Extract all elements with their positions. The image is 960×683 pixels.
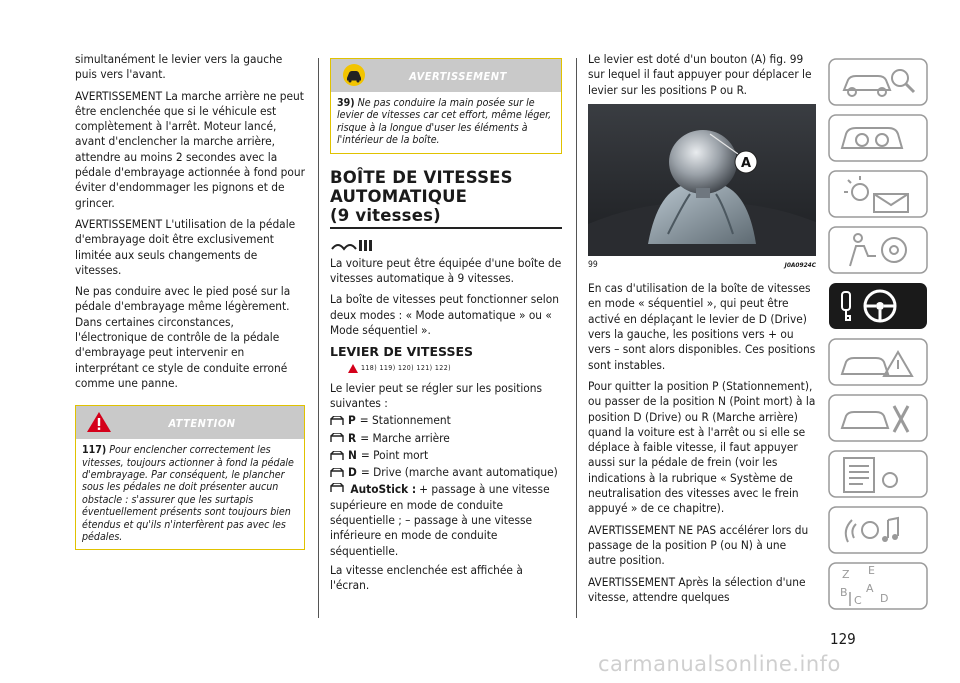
column-divider bbox=[318, 58, 319, 618]
specs-icon bbox=[828, 450, 928, 498]
gear-text: = Marche arrière bbox=[360, 430, 450, 445]
attention-title: ATTENTION bbox=[168, 417, 236, 431]
tab-warning[interactable] bbox=[828, 338, 928, 386]
gear-lever-illustration bbox=[588, 104, 816, 256]
heading-line-2: AUTOMATIQUE bbox=[330, 186, 468, 206]
svg-text:Z: Z bbox=[842, 568, 850, 581]
paragraph: Le levier est doté d'un bouton (A) fig. 99 sur lequel il faut appuyer pour déplacer le levier sur les positions P ou R. bbox=[588, 52, 812, 97]
avertissement-box bbox=[330, 58, 562, 154]
heading-rule bbox=[330, 227, 562, 229]
column-2 bbox=[330, 52, 562, 600]
gear-key: N bbox=[348, 447, 357, 462]
gear-key: D bbox=[348, 465, 357, 480]
figure-caption bbox=[588, 258, 816, 273]
attention-header bbox=[76, 406, 304, 439]
photo-label-a: A bbox=[740, 155, 752, 171]
tab-driving[interactable] bbox=[828, 282, 928, 330]
refs-text: 118) 119) 120) 121) 122) bbox=[361, 364, 451, 373]
gear-key: R bbox=[348, 430, 357, 445]
figure-number: 99 bbox=[588, 259, 598, 270]
gear-text: = Drive (marche avant automatique) bbox=[360, 465, 558, 480]
safety-icon bbox=[828, 226, 928, 274]
column-3 bbox=[588, 52, 816, 611]
paragraph: La boîte de vitesses peut fonctionner selon deux modes : « Mode automatique » ou « Mode séquentiel ». bbox=[330, 292, 559, 337]
paragraph: Pour quitter la position P (Stationnement), ou passer de la position N (Point mort) à la position D (Drive) ou R (Marche arrière) quand la voiture est à l'arrêt ou si elle se déplace à faible vitesse, il faut appuyer aussi sur la pédale de frein (voir les indications à la rubrique « Système de neutralisation des vitesses avec le frein appuyé » de ce chapitre). bbox=[588, 378, 816, 516]
watermark: carmanualsonline.info bbox=[598, 652, 841, 676]
section-heading bbox=[330, 168, 562, 225]
paragraph: La vitesse enclenchée est affichée à l'écran. bbox=[330, 562, 523, 593]
tab-multimedia[interactable] bbox=[828, 506, 928, 554]
gear-item bbox=[330, 465, 562, 480]
avertissement-header bbox=[331, 59, 561, 92]
note-number: 117) bbox=[82, 444, 107, 457]
paragraph: En cas d'utilisation de la boîte de vitesses en mode « séquentiel », qui peut être activé en déplaçant le levier de D (Drive) vers la gauche, les positions vers + ou vers – sont alors disponibles. Ces positions sont instables. bbox=[588, 281, 816, 372]
tab-safety[interactable] bbox=[828, 226, 928, 274]
avertissement-text: Ne pas conduire la main posée sur le levier de vitesses car cet effort, même léger, risque à la longue d'user les éléments à l'intérieur de la boîte. bbox=[337, 97, 552, 147]
tab-index[interactable] bbox=[828, 562, 928, 610]
selector-icon bbox=[330, 451, 344, 461]
gear-lever-photo bbox=[588, 104, 816, 256]
gear-key: AutoStick : bbox=[350, 482, 417, 497]
paragraph: La voiture peut être équipée d'une boîte de vitesses automatique à 9 vitesses. bbox=[330, 255, 562, 285]
engine-variant-icon bbox=[330, 237, 374, 253]
autostick-item bbox=[330, 482, 562, 558]
gear-key: P bbox=[348, 413, 356, 428]
heading-line-1: BOÎTE DE VITESSES bbox=[330, 167, 513, 187]
tab-dashboard[interactable] bbox=[828, 114, 928, 162]
index-icon bbox=[828, 562, 928, 610]
tab-specs[interactable] bbox=[828, 450, 928, 498]
avertissement-title: AVERTISSEMENT bbox=[409, 70, 507, 83]
dashboard-icon bbox=[828, 114, 928, 162]
multimedia-icon bbox=[828, 506, 928, 554]
paragraph: AVERTISSEMENT L'utilisation de la pédale d'embrayage doit être exclusivement limitée aux seuls changements de vitesses. bbox=[75, 216, 296, 277]
note-number: 39) bbox=[337, 97, 355, 109]
gear-list bbox=[330, 413, 562, 559]
gear-item bbox=[330, 413, 562, 428]
svg-text:E: E bbox=[868, 564, 875, 577]
tab-lights[interactable] bbox=[828, 170, 928, 218]
gear-text: = Stationnement bbox=[359, 413, 451, 428]
svg-text:A: A bbox=[866, 582, 874, 595]
sub-heading: LEVIER DE VITESSES bbox=[330, 344, 473, 360]
column-1 bbox=[75, 52, 305, 558]
paragraph: AVERTISSEMENT NE PAS accélérer lors du passage de la position P (ou N) à une autre position. bbox=[588, 522, 809, 568]
paragraph: Ne pas conduire avec le pied posé sur la pédale d'embrayage même légèrement. Dans certaines circonstances, l'électronique de contrôle de la pédale d'embrayage peut intervenir en interprétant ce style de conduite erroné comme une panne. bbox=[75, 284, 291, 390]
svg-text:C: C bbox=[854, 594, 862, 607]
driving-icon bbox=[828, 282, 928, 330]
selector-icon bbox=[330, 483, 344, 493]
avertissement-body bbox=[331, 92, 561, 153]
selector-icon bbox=[330, 468, 344, 478]
paragraph: Le levier peut se régler sur les positions suivantes : bbox=[330, 380, 543, 410]
paragraph: AVERTISSEMENT Après la sélection d'une vitesse, attendre quelques bbox=[588, 574, 806, 604]
attention-text: Pour enclencher correctement les vitesses, toujours actionner à fond la pédale d'embrayage. Par conséquent, le plancher sous les pédales ne doit présenter aucun obstacle : s'assurer que les surtapis éventuellement présents sont toujours bien étendus et qu'ils n'interfèrent pas avec les pédales. bbox=[82, 444, 294, 544]
tab-maintenance[interactable] bbox=[828, 394, 928, 442]
selector-icon bbox=[330, 433, 344, 443]
gear-item bbox=[330, 431, 562, 446]
paragraph: AVERTISSEMENT La marche arrière ne peut être enclenchée que si le véhicule est complètement à l'arrêt. Moteur lancé, avant d'enclencher la marche arrière, attendre au moins 2 secondes avec la pédale d'embrayage actionnée à fond pour éviter d'endommager les pignons et de grincer. bbox=[75, 88, 305, 210]
figure-code: J0A0924C bbox=[784, 260, 816, 269]
svg-text:D: D bbox=[880, 592, 889, 605]
maintenance-icon bbox=[828, 394, 928, 442]
gear-text: + passage à une vitesse supérieure en mode de conduite séquentielle ; – passage à une vitesse inférieure en mode de conduite séquentielle. bbox=[330, 482, 550, 558]
gear-text: = Point mort bbox=[360, 447, 429, 462]
column-divider bbox=[576, 58, 577, 618]
page-number: 129 bbox=[830, 630, 856, 648]
tab-car-info[interactable] bbox=[828, 58, 928, 106]
selector-icon bbox=[330, 416, 344, 426]
lights-icon bbox=[828, 170, 928, 218]
attention-box bbox=[75, 405, 305, 550]
gear-item bbox=[330, 448, 562, 463]
paragraph: simultanément le levier vers la gauche puis vers l'avant. bbox=[75, 52, 283, 82]
note-references bbox=[348, 361, 562, 376]
warning-icon bbox=[828, 338, 928, 386]
attention-body bbox=[76, 439, 304, 549]
warning-triangle-icon bbox=[348, 364, 358, 373]
heading-line-3: (9 vitesses) bbox=[330, 205, 441, 225]
svg-text:B: B bbox=[840, 586, 848, 599]
car-info-icon bbox=[828, 58, 928, 106]
